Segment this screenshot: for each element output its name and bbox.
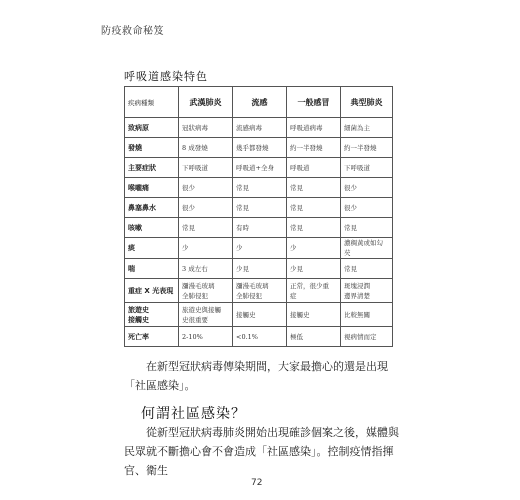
body-paragraph: 在新型冠狀病毒傳染期間，大家最擔心的還是出現「社區感染」。	[124, 360, 388, 392]
page-number: 72	[251, 478, 263, 488]
row-label: 主要症狀	[125, 158, 179, 178]
table-cell: 瀰漫毛玻璃 全肺侵犯	[179, 279, 233, 303]
table-row	[125, 178, 393, 198]
table-cell: 旅遊史與接觸 史很重要	[179, 303, 233, 327]
row-label: 死亡率	[125, 327, 179, 347]
row-label: 鼻塞鼻水	[125, 198, 179, 218]
table-cell: 約一半發燒	[341, 138, 393, 158]
table-row	[125, 238, 393, 259]
table-row	[125, 327, 393, 347]
row-label: 咳嗽	[125, 218, 179, 238]
table-cell: 呼吸道+全身	[233, 158, 287, 178]
table-cell: 約一半發燒	[287, 138, 341, 158]
table-cell: 常見	[341, 218, 393, 238]
table-row	[125, 158, 393, 178]
section-title: 呼吸道感染特色	[124, 70, 208, 83]
row-label: 重症 X 光表現	[125, 279, 179, 303]
table-cell: 少	[179, 238, 233, 259]
table-cell: 常見	[233, 198, 287, 218]
table-header-row	[125, 87, 393, 118]
table-cell: 呼吸道病毒	[287, 118, 341, 138]
subheading: 何謂社區感染？	[141, 406, 246, 422]
table-cell: 2-10%	[179, 327, 233, 347]
table-row	[125, 138, 393, 158]
body-paragraph: 從新型冠狀病毒肺炎開始出現確診個案之後，媒體與民眾就不斷擔心會不會造成「社區感染」。控制疫情指揮官、衛生	[124, 426, 399, 477]
row-label: 喉嚨痛	[125, 178, 179, 198]
table-cell: 視病情而定	[341, 327, 393, 347]
table-cell: 很少	[341, 198, 393, 218]
table-cell: 呼吸道	[287, 158, 341, 178]
table-cell: 常見	[287, 198, 341, 218]
table-cell: 濃稠黃或如勾芡	[341, 238, 393, 259]
row-label: 發燒	[125, 138, 179, 158]
table-cell: 正常，很少重 症	[287, 279, 341, 303]
table-row	[125, 198, 393, 218]
row-label: 痰	[125, 238, 179, 259]
table-cell: 常見	[179, 218, 233, 238]
table-cell: 接觸史	[287, 303, 341, 327]
table-cell: 接觸史	[233, 303, 287, 327]
table-cell: 8 成發燒	[179, 138, 233, 158]
table-cell: 3 成左右	[179, 259, 233, 279]
row-label: 致病原	[125, 118, 179, 138]
table-cell: 細菌為主	[341, 118, 393, 138]
table-row	[125, 118, 393, 138]
table-cell: 下呼吸道	[341, 158, 393, 178]
table-cell: 幾乎都發燒	[233, 138, 287, 158]
header-wuhan-pneumonia: 武漢肺炎	[179, 87, 233, 118]
table-cell: 極低	[287, 327, 341, 347]
header-influenza: 流感	[233, 87, 287, 118]
table-cell: 很少	[341, 178, 393, 198]
running-head: 防疫救命秘笈	[101, 26, 164, 37]
header-common-cold: 一般感冒	[287, 87, 341, 118]
header-typical-pneumonia: 典型肺炎	[341, 87, 393, 118]
table-row	[125, 218, 393, 238]
table-cell: 少	[233, 238, 287, 259]
row-label: 旅遊史 接觸史	[125, 303, 179, 327]
table-cell: 冠狀病毒	[179, 118, 233, 138]
table-cell: 常見	[341, 259, 393, 279]
table-cell: 常見	[287, 218, 341, 238]
table-cell: 少見	[233, 259, 287, 279]
table-cell: 下呼吸道	[179, 158, 233, 178]
table-cell: <0.1%	[233, 327, 287, 347]
table-cell: 很少	[179, 178, 233, 198]
table-cell: 少見	[287, 259, 341, 279]
comparison-table	[124, 86, 393, 347]
table-cell: 斑塊浸潤 邊界清楚	[341, 279, 393, 303]
table-cell: 常見	[233, 178, 287, 198]
table-cell: 有時	[233, 218, 287, 238]
table-cell: 少	[287, 238, 341, 259]
table-cell: 很少	[179, 198, 233, 218]
row-label: 喘	[125, 259, 179, 279]
table-row	[125, 303, 393, 327]
table-row	[125, 259, 393, 279]
table-cell: 流感病毒	[233, 118, 287, 138]
table-cell: 常見	[287, 178, 341, 198]
table-row	[125, 279, 393, 303]
header-disease-type: 疾病種類	[125, 87, 179, 118]
table-cell: 比較無關	[341, 303, 393, 327]
table-cell: 瀰漫毛玻璃 全肺侵犯	[233, 279, 287, 303]
